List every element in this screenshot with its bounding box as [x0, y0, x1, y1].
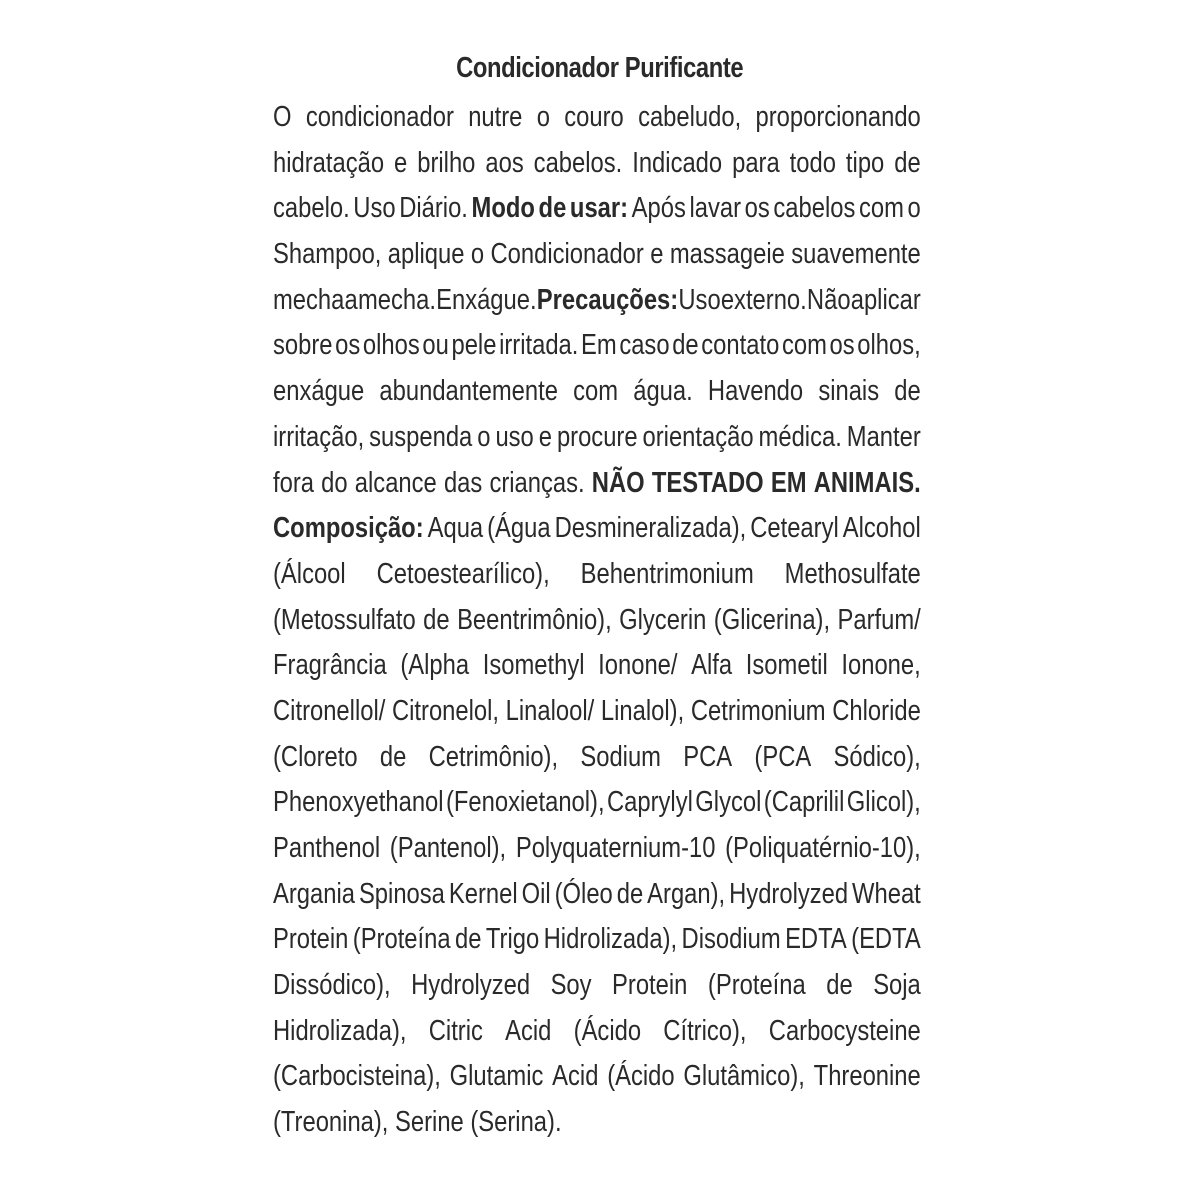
- word: Kernel: [448, 877, 518, 910]
- word: Glycerin: [619, 603, 707, 636]
- word: Citronelol,: [391, 694, 500, 727]
- text-line: [273, 1054, 921, 1100]
- word: ou: [422, 329, 449, 362]
- word: couro: [564, 101, 624, 133]
- bold-word: Precauções:: [536, 283, 679, 316]
- word: e: [650, 238, 664, 271]
- word: nutre: [468, 101, 523, 133]
- text-line: [273, 506, 921, 552]
- bold-word: Modo: [471, 192, 535, 225]
- word: do: [321, 466, 348, 499]
- word: (Cloreto: [273, 740, 358, 773]
- word: Citronellol/: [273, 694, 386, 727]
- word: Condicionador: [490, 238, 644, 271]
- word: Alfa: [691, 649, 733, 682]
- text-line: [273, 1009, 921, 1055]
- word: Glicol),: [846, 786, 921, 819]
- word: Desmineralizada),: [554, 512, 747, 545]
- word: alcance: [354, 466, 437, 499]
- word: Glutâmico),: [683, 1060, 805, 1093]
- word: (Alpha: [400, 649, 470, 682]
- word: Indicado: [632, 146, 723, 179]
- text-line: [273, 369, 921, 415]
- word: Não: [806, 283, 851, 316]
- word: caso: [619, 329, 670, 362]
- word: o: [477, 420, 491, 453]
- word: sinais: [818, 375, 880, 408]
- word: Disodium: [681, 923, 781, 956]
- word: tipo: [845, 146, 885, 179]
- word: Dissódico),: [273, 969, 391, 1002]
- product-description: [273, 95, 921, 1146]
- word: com: [781, 329, 827, 362]
- word: suavemente: [791, 238, 921, 271]
- word: Diário.: [399, 192, 468, 225]
- word: o: [536, 101, 550, 133]
- bold-word: EM: [770, 466, 807, 499]
- word: Behentrimonium: [580, 557, 754, 590]
- word: Cítrico),: [663, 1014, 747, 1047]
- word: os: [335, 329, 361, 362]
- word: procure: [556, 420, 638, 453]
- word: abundantemente: [379, 375, 558, 408]
- word: Sodium: [580, 740, 661, 773]
- word: de: [826, 969, 853, 1002]
- bold-word: de: [538, 192, 567, 225]
- word: condicionador: [305, 101, 454, 133]
- word: Hydrolyzed: [411, 969, 531, 1002]
- word: suspenda: [369, 420, 473, 453]
- word: (Fenoxietanol),: [445, 786, 605, 819]
- word: Protein: [273, 923, 349, 956]
- word: (Água: [487, 512, 551, 545]
- word: de: [423, 603, 450, 636]
- word: (Proteína: [352, 923, 451, 956]
- word: (Álcool: [273, 557, 346, 590]
- bold-word: ANIMAIS.: [813, 466, 921, 499]
- word: Trigo: [485, 923, 540, 956]
- word: Cetrimônio),: [428, 740, 559, 773]
- word: Uso: [353, 192, 396, 225]
- word: (Serina).: [470, 1106, 562, 1139]
- word: Ionone/: [598, 649, 678, 682]
- word: Caprylyl: [606, 786, 693, 819]
- word: Wheat: [852, 877, 921, 910]
- word: (Metossulfato: [273, 603, 416, 636]
- word: fora: [273, 466, 314, 499]
- word: aplique: [387, 238, 465, 271]
- word: Serine: [395, 1106, 471, 1139]
- word: de: [894, 375, 921, 408]
- word: Argan),: [647, 877, 726, 910]
- word: de: [616, 877, 644, 910]
- word: Protein: [612, 969, 688, 1002]
- text-line: [273, 552, 921, 598]
- text-line: [273, 278, 921, 324]
- word: de: [894, 146, 921, 179]
- word: crianças.: [489, 466, 585, 499]
- word: os: [744, 192, 770, 225]
- word: Hydrolyzed: [729, 877, 849, 910]
- bold-word: usar:: [569, 192, 629, 225]
- word: Cetrimonium: [690, 694, 826, 727]
- word: massageie: [669, 238, 785, 271]
- word: Linalol),: [600, 694, 685, 727]
- word: de: [672, 329, 699, 362]
- description-text-block: [273, 95, 921, 1146]
- page-title: Condicionador Purificante: [456, 52, 744, 84]
- word: Soy: [550, 969, 592, 1002]
- word: Manter: [846, 420, 921, 453]
- word: (Óleo: [554, 877, 613, 910]
- word: sobre: [273, 329, 333, 362]
- word: e: [394, 146, 408, 179]
- word: Methosulfate: [784, 557, 921, 590]
- word: mecha: [273, 283, 345, 316]
- text-line: [273, 415, 921, 461]
- word: (EDTA: [851, 923, 921, 956]
- word: enxágue: [273, 375, 365, 408]
- word: Cetoestearílico),: [376, 557, 550, 590]
- word: Isomethyl: [482, 649, 585, 682]
- word: (Ácido: [607, 1060, 675, 1093]
- word: olhos: [362, 329, 420, 362]
- word: Argania: [273, 877, 355, 910]
- text-line: [273, 917, 921, 963]
- word: Glutamic: [449, 1060, 544, 1093]
- word: Parfum/: [837, 603, 921, 636]
- text-line: [273, 963, 921, 1009]
- text-line: [273, 232, 921, 278]
- word: (Glicerina),: [713, 603, 831, 636]
- word: (Ácido: [573, 1014, 642, 1047]
- text-line: [273, 826, 921, 872]
- word: (Carbocisteina),: [273, 1060, 441, 1093]
- word: água.: [633, 375, 693, 408]
- word: uso: [495, 420, 534, 453]
- word: Hidrolizada),: [273, 1014, 407, 1047]
- word: Acid: [552, 1060, 599, 1093]
- word: Panthenol: [273, 832, 381, 864]
- word: cabelos.: [533, 146, 623, 179]
- word: Após: [631, 192, 686, 225]
- word: irritação,: [273, 420, 365, 453]
- word: contato: [701, 329, 780, 362]
- word: Havendo: [707, 375, 804, 408]
- word: a: [344, 283, 358, 316]
- word: Shampoo,: [273, 238, 382, 271]
- word: EDTA: [785, 923, 847, 956]
- word: Carbocysteine: [768, 1014, 921, 1047]
- word: Sódico),: [833, 740, 921, 773]
- word: Soja: [873, 969, 921, 1002]
- word: mecha.: [357, 283, 436, 316]
- word: O: [273, 101, 292, 133]
- word: de: [455, 923, 482, 956]
- bold-word: Composição:: [273, 512, 424, 545]
- word: aos: [485, 146, 524, 179]
- word: Enxágue.: [436, 283, 537, 316]
- word: Beentrimônio),: [457, 603, 612, 636]
- word: lavar: [689, 192, 742, 225]
- word: para: [732, 146, 780, 179]
- word: irritada.: [499, 329, 579, 362]
- word: Citric: [428, 1014, 483, 1047]
- word: Alcohol: [842, 512, 921, 545]
- word: (PCA: [754, 740, 812, 773]
- word: cabeludo,: [638, 101, 742, 133]
- word: (Proteína: [707, 969, 806, 1002]
- word: de: [379, 740, 407, 773]
- word: Isometil: [745, 649, 828, 682]
- word: médica.: [758, 420, 842, 453]
- text-line: [273, 872, 921, 918]
- word: orientação: [642, 420, 754, 453]
- word: (Caprilil: [763, 786, 845, 819]
- text-line: [273, 323, 921, 369]
- word: PCA: [683, 740, 733, 773]
- text-line: [273, 735, 921, 781]
- word: Aqua: [427, 512, 484, 545]
- text-line: [273, 95, 921, 141]
- text-line: [273, 643, 921, 689]
- text-line: [273, 1100, 921, 1146]
- word: Phenoxyethanol: [273, 786, 444, 819]
- word: Oil: [521, 877, 551, 910]
- word: (Treonina),: [273, 1106, 396, 1139]
- word: Polyquaternium-10: [515, 832, 716, 864]
- word: todo: [789, 146, 836, 179]
- text-line: [273, 141, 921, 187]
- word: pele: [451, 329, 497, 362]
- word: Cetearyl: [750, 512, 839, 545]
- word: com: [573, 375, 619, 408]
- word: cabelo.: [273, 192, 350, 225]
- word: Acid: [505, 1014, 552, 1047]
- word: Fragrância: [273, 649, 387, 682]
- word: Threonine: [813, 1060, 921, 1093]
- word: os: [829, 329, 855, 362]
- word: brilho: [417, 146, 476, 179]
- text-line: [273, 186, 921, 232]
- word: e: [538, 420, 552, 453]
- text-line: [273, 780, 921, 826]
- word: Uso: [678, 283, 721, 316]
- text-line: [273, 598, 921, 644]
- word: cabelos: [773, 192, 856, 225]
- text-line: [273, 461, 921, 507]
- word: Linalool/: [505, 694, 595, 727]
- word: Hidrolizada),: [543, 923, 678, 956]
- word: com: [858, 192, 904, 225]
- word: Glycol: [695, 786, 762, 819]
- word: (Pantenol),: [389, 832, 507, 864]
- word: externo.: [720, 283, 807, 316]
- word: Em: [581, 329, 617, 362]
- word: o: [907, 192, 921, 225]
- word: Spinosa: [358, 877, 445, 910]
- word: o: [470, 238, 485, 271]
- word: aplicar: [850, 283, 921, 316]
- bold-word: NÃO: [591, 466, 645, 499]
- word: olhos,: [857, 329, 921, 362]
- word: Ionone,: [841, 649, 921, 682]
- bold-word: TESTADO: [651, 466, 764, 499]
- word: Chloride: [832, 694, 921, 727]
- word: proporcionando: [755, 101, 921, 133]
- word: das: [443, 466, 483, 499]
- word: hidratação: [273, 146, 385, 179]
- word: (Poliquatérnio-10),: [725, 832, 921, 864]
- text-line: [273, 689, 921, 735]
